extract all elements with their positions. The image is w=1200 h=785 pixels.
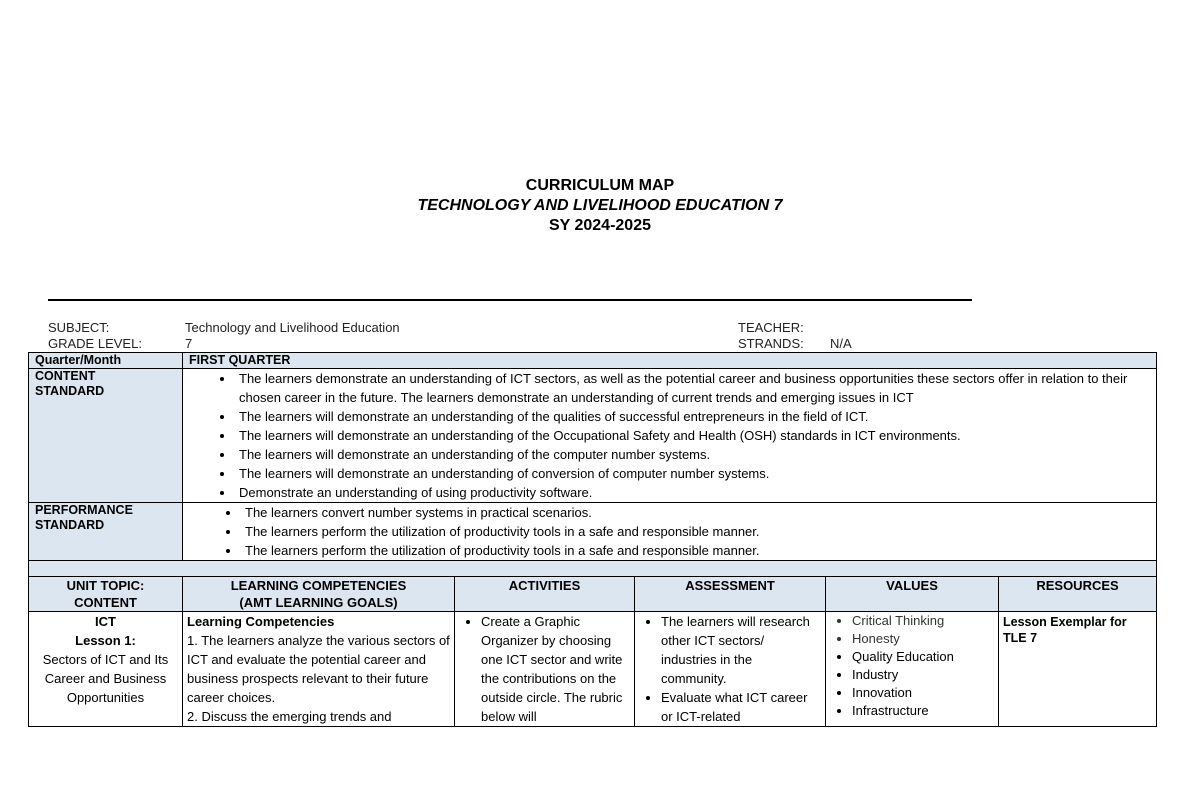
list-item: • Infrastructure [852,702,994,720]
activities-list [459,612,630,726]
content-standard-row [29,369,1157,503]
col-header-competencies [183,577,455,612]
unit-topic-line: Sectors of ICT and Its [42,652,169,667]
divider-line [48,299,972,301]
content-standard-cell [183,369,1157,503]
col-header-resources: RESOURCES [999,577,1157,612]
resources-text: Lesson Exemplar for TLE 7 [1003,615,1127,645]
col-header-activities: ACTIVITIES [455,577,635,612]
assessment-list [639,612,821,726]
list-item: • The learners will research other ICT sectors/ industries in the community. [661,612,821,688]
competency-item: 2. Discuss the emerging trends and [187,709,392,724]
list-item: • The learners demonstrate an understanding of ICT sectors, as well as the potential career and business opportunities these sectors offer in relation to their chosen career in the future. The learners demonstrate an understanding of current trends and emerging issues in ICT [235,369,1152,407]
performance-standard-cell [183,503,1157,561]
school-year: SY 2024-2025 [548,217,651,234]
content-standard-label [29,369,183,503]
list-item: • Demonstrate an understanding of using productivity software. [235,483,1152,502]
resources-cell [999,612,1157,727]
list-item: • Quality Education [852,648,994,666]
list-item: • The learners will demonstrate an understanding of the computer number systems. [235,445,1152,464]
document-subtitle: TECHNOLOGY AND LIVELIHOOD EDUCATION 7 [417,197,783,214]
strands-label: STRANDS: [738,336,804,351]
list-item: • Create a Graphic Organizer by choosing one ICT sector and write the contributions on the outside circle. The rubric below will [481,612,630,726]
performance-standard-list [187,503,1152,560]
grade-level-label: GRADE LEVEL: [48,336,142,351]
list-item: • The learners perform the utilization of productivity tools in a safe and responsible manner. [241,522,1152,541]
col-header-unit-topic-line2: CONTENT [74,595,137,610]
unit-topic-ict: ICT [95,614,116,629]
subject-label: SUBJECT: [48,320,110,335]
col-header-values: VALUES [826,577,999,612]
col-header-unit-topic-line1: UNIT TOPIC: [66,578,145,593]
document-title: CURRICULUM MAP [525,177,675,194]
document-title-block [0,176,1200,236]
assessment-cell [635,612,826,727]
list-item: • Honesty [852,630,994,648]
content-standard-label-line1: CONTENT [35,369,96,383]
values-list [830,612,994,720]
spacer-cell [29,561,1157,577]
performance-standard-row [29,503,1157,561]
unit-topic-lesson: Lesson 1: [75,633,136,648]
activities-cell [455,612,635,727]
list-item: • The learners perform the utilization of productivity tools in a safe and responsible manner. [241,541,1152,560]
grade-level-value: 7 [185,336,193,351]
col-header-competencies-line1: LEARNING COMPETENCIES [230,578,407,593]
col-header-competencies-line2: (AMT LEARNING GOALS) [239,595,398,610]
unit-topic-line: Opportunities [66,690,145,705]
lesson-row [29,612,1157,727]
strands-value: N/A [830,336,852,351]
spacer-row [29,561,1157,577]
list-item: • Innovation [852,684,994,702]
competencies-heading: Learning Competencies [187,614,335,629]
content-standard-list [187,369,1152,502]
curriculum-table [28,352,1157,727]
unit-topic-line: Career and Business [44,671,167,686]
competency-item: 1. The learners analyze the various sectors of ICT and evaluate the potential career and business prospects relevant to their future career choices. [187,633,450,705]
list-item: • Critical Thinking [852,612,994,630]
col-header-assessment: ASSESSMENT [635,577,826,612]
teacher-label: TEACHER: [738,320,804,335]
list-item: • Evaluate what ICT career or ICT-related [661,688,821,726]
subject-value: Technology and Livelihood Education [185,320,400,335]
values-cell [826,612,999,727]
quarter-label: Quarter/Month [29,353,183,369]
performance-standard-label-line2: STANDARD [35,518,105,532]
competencies-cell [183,612,455,727]
column-header-row [29,577,1157,612]
col-header-unit-topic [29,577,183,612]
content-standard-label-line2: STANDARD [35,384,105,398]
list-item: • The learners will demonstrate an understanding of the qualities of successful entrepreneurs in the field of ICT. [235,407,1152,426]
list-item: • The learners convert number systems in practical scenarios. [241,503,1152,522]
unit-topic-cell [29,612,183,727]
quarter-row [29,353,1157,369]
list-item: • The learners will demonstrate an understanding of conversion of computer number systems. [235,464,1152,483]
performance-standard-label-line1: PERFORMANCE [35,503,133,517]
quarter-value: FIRST QUARTER [183,353,1157,369]
list-item: • Industry [852,666,994,684]
performance-standard-label [29,503,183,561]
list-item: • The learners will demonstrate an understanding of the Occupational Safety and Health (OSH) standards in ICT environments. [235,426,1152,445]
